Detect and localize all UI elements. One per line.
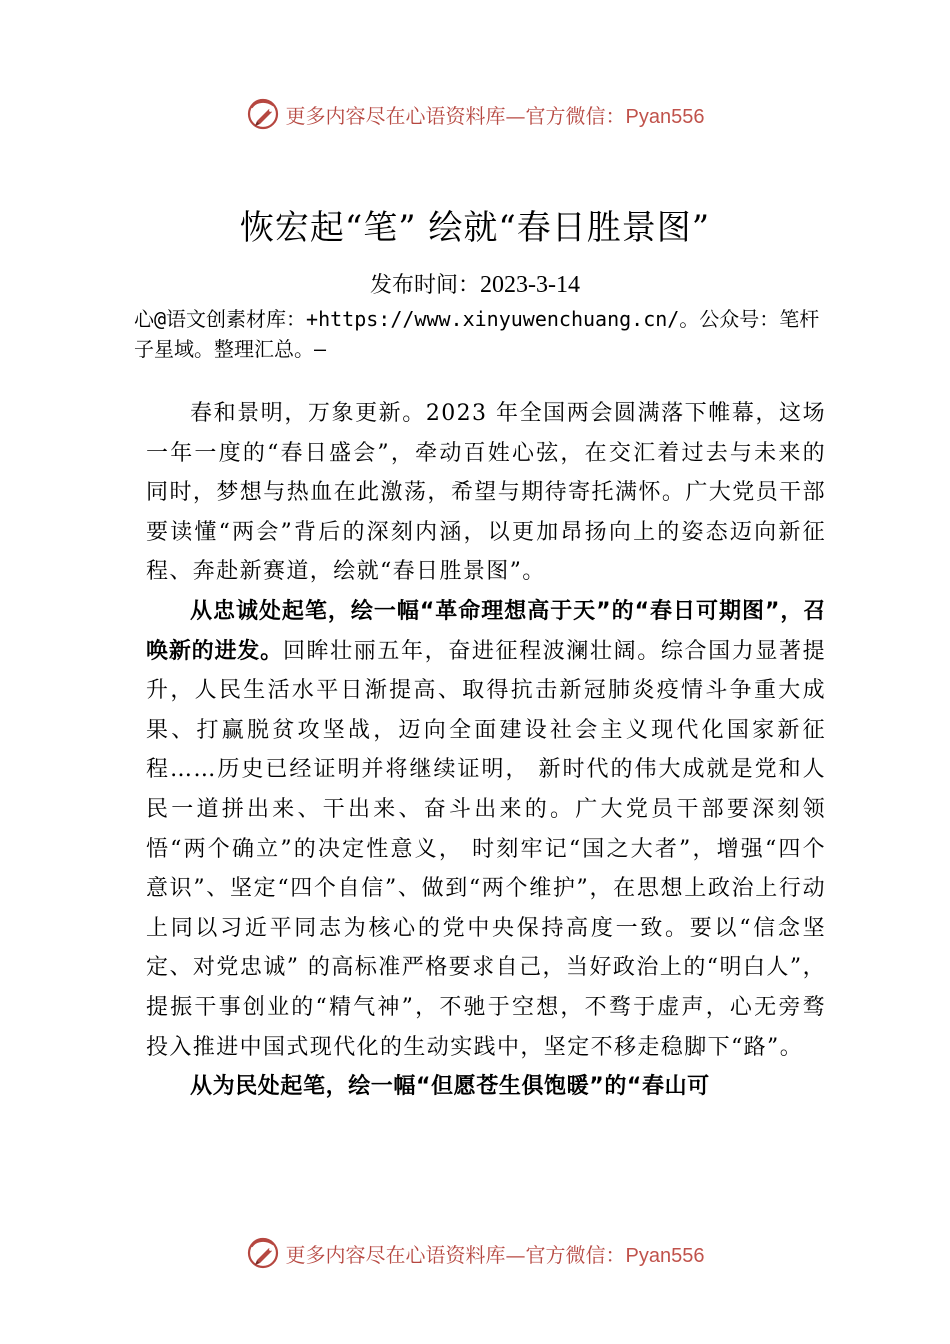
paragraph <box>146 592 826 1067</box>
pen-logo-icon <box>246 1236 280 1270</box>
footer-promo <box>286 1239 705 1268</box>
paragraph-lead: 从忠诚处起笔，绘一幅“革命理想高于天”的“春日可期图”，召唤新的进发。 <box>146 598 826 664</box>
publish-date-value: 2023-3-14 <box>480 272 580 298</box>
paragraph <box>146 394 826 592</box>
publish-date-label: 发布时间： <box>370 273 481 298</box>
header-wechat-id: Pyan556 <box>625 105 705 128</box>
paragraph-text: 春和景明，万象更新。2023 年全国两会圆满落下帷幕，这场一年一度的“春日盛会”，牵动百姓心弦，在交汇着过去与未来的同时，梦想与热血在此激荡，希望与期待寄托满怀。广大党员干部要读懂“两会”背后的深刻内涵，以更加昂扬向上的姿态迈向新征程、奔赴新赛道，绘就“春日胜景图”。 <box>146 401 826 585</box>
paragraph-lead: 从为民处起笔，绘一幅“但愿苍生俱饱暖”的“春山可 <box>190 1074 710 1100</box>
footer-wechat-id: Pyan556 <box>625 1244 705 1267</box>
article-body <box>146 394 826 1107</box>
paragraph-text: 回眸壮丽五年，奋进征程波澜壮阔。综合国力显著提升，人民生活水平日渐提高、取得抗击新冠肺炎疫情斗争重大成果、打赢脱贫攻坚战，迈向全面建设社会主义现代化国家新征程……历史已经证明并将继续证明， 新时代的伟大成就是党和人民一道拼出来、干出来、奋斗出来的。广大党员干部要深刻领悟“两个确立”的决定性意义， 时刻牢记“国之大者”，增强“四个意识”、坚定“四个自信”、做到“两个维护”，在思想上政治上行动上同以习近平同志为核心的党中央保持高度一致。要以“信念坚定、对党忠诚” 的高标准严格要求自己，当好政治上的“明白人”，提振干事创业的“精气神”，不驰于空想，不骛于虚声，心无旁骛投入推进中国式现代化的生动实践中，坚定不移走稳脚下“路”。 <box>146 638 827 1060</box>
article-title: 恢宏起“笔” 绘就“春日胜景图” <box>239 208 711 248</box>
footer-promo-text: 更多内容尽在心语资料库—官方微信： <box>285 1242 626 1267</box>
paragraph <box>146 1067 826 1107</box>
page-footer <box>0 1233 950 1273</box>
source-note: 心@语文创素材库：+https://www.xinyuwenchuang.cn/。公众号：笔杆子星域。整理汇总。— <box>134 307 820 361</box>
pen-logo-icon <box>246 97 280 131</box>
page-header <box>0 94 950 134</box>
publish-date <box>0 268 950 299</box>
header-promo-text: 更多内容尽在心语资料库—官方微信： <box>285 103 626 128</box>
header-promo <box>286 100 705 129</box>
